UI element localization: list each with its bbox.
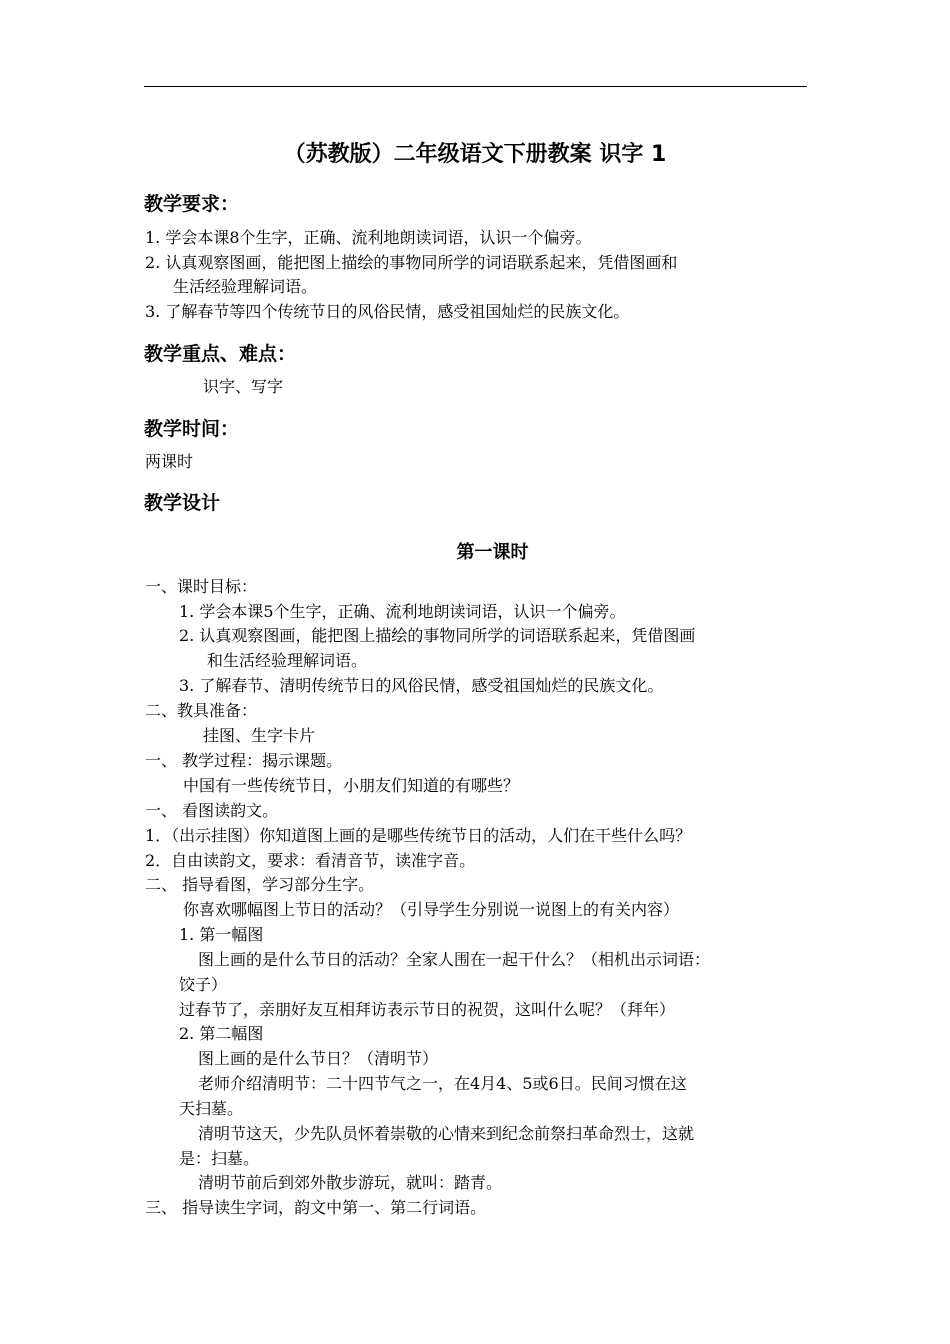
lesson-line: 2．自由读韵文，要求：看清音节，读准字音。	[145, 851, 476, 870]
requirement-item: 生活经验理解词语。	[173, 277, 318, 296]
lesson-line: 是：扫墓。	[179, 1149, 260, 1168]
lesson-line: 和生活经验理解词语。	[207, 651, 368, 670]
lesson-line: 清明节这天，少先队员怀着崇敬的心情来到纪念前祭扫革命烈士，这就	[198, 1124, 695, 1143]
requirement-item: 2. 认真观察图画，能把图上描绘的事物同所学的词语联系起来，凭借图画和	[145, 253, 678, 272]
lesson-line: 3. 了解春节、清明传统节日的风俗民情，感受祖国灿烂的民族文化。	[179, 676, 664, 695]
document-title: （苏教版）二年级语文下册教案 识字 1	[283, 142, 667, 167]
lesson-line: 清明节前后到郊外散步游玩，就叫：踏青。	[198, 1173, 503, 1192]
requirements-heading: 教学要求：	[144, 193, 240, 215]
lesson-line: 饺子）	[179, 975, 228, 994]
lesson-line: 二、教具准备：	[145, 701, 258, 720]
lesson-line: 1．（出示挂图）你知道图上画的是哪些传统节日的活动，人们在干些什么吗？	[145, 826, 692, 845]
design-heading: 教学设计	[144, 492, 221, 514]
requirement-item: 1. 学会本课8个生字，正确、流利地朗读词语，认识一个偏旁。	[145, 228, 592, 247]
lesson-line: 2. 认真观察图画，能把图上描绘的事物同所学的词语联系起来，凭借图画	[179, 626, 696, 645]
lesson-line: 2. 第二幅图	[179, 1024, 264, 1043]
lesson-line: 老师介绍清明节：二十四节气之一，在4月4、5或6日。民间习惯在这	[198, 1074, 687, 1093]
lesson-line: 图上画的是什么节日的活动？全家人围在一起干什么？（相机出示词语：	[198, 950, 711, 969]
lesson-line: 1. 第一幅图	[179, 925, 264, 944]
key-points-heading: 教学重点、难点：	[144, 343, 297, 365]
requirement-item: 3. 了解春节等四个传统节日的风俗民情，感受祖国灿烂的民族文化。	[145, 302, 630, 321]
lesson-line: 图上画的是什么节日？（清明节）	[198, 1049, 439, 1068]
lesson-line: 挂图、生字卡片	[203, 726, 316, 745]
time-heading: 教学时间：	[144, 418, 240, 440]
lesson-line: 中国有一些传统节日，小朋友们知道的有哪些？	[183, 776, 520, 795]
lesson-line: 一、 教学过程：揭示课题。	[145, 751, 343, 770]
key-points-text: 识字、写字	[203, 377, 284, 396]
lesson-heading: 第一课时	[456, 542, 529, 563]
lesson-line: 过春节了，亲朋好友互相拜访表示节日的祝贺，这叫什么呢？（拜年）	[179, 1000, 676, 1019]
lesson-line: 1. 学会本课5个生字，正确、流利地朗读词语，认识一个偏旁。	[179, 602, 626, 621]
lesson-line: 天扫墓。	[179, 1099, 244, 1118]
lesson-line: 你喜欢哪幅图上节日的活动？（引导学生分别说一说图上的有关内容）	[183, 900, 680, 919]
lesson-line: 三、 指导读生字词，韵文中第一、第二行词语。	[145, 1198, 487, 1217]
lesson-line: 二、 指导看图，学习部分生字。	[145, 875, 375, 894]
lesson-line: 一、 看图读韵文。	[145, 801, 279, 820]
header-rule	[144, 86, 807, 87]
time-text: 两课时	[145, 452, 194, 471]
lesson-line: 一、课时目标：	[145, 577, 258, 596]
